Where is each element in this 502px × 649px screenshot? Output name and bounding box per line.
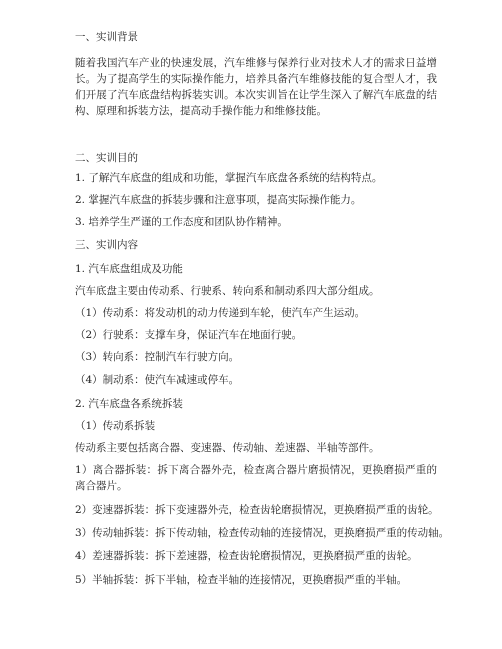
- section-heading-background: 一、实训背景: [75, 31, 138, 43]
- chassis-item: （1）传动系：将发动机的动力传递到车轮，使汽车产生运动。: [75, 307, 366, 319]
- step-item: 4）差速器拆装：拆下差速器，检查齿轮磨损情况，更换磨损严重的齿轮。: [75, 550, 418, 562]
- objective-item: 2. 掌握汽车底盘的拆装步骤和注意事项，提高实际操作能力。: [75, 194, 362, 206]
- paragraph-chassis-intro: 汽车底盘主要由传动系、行驶系、转向系和制动系四大部分组成。: [75, 285, 380, 297]
- paragraph-drivetrain-intro: 传动系主要包括离合器、变速器、传动轴、差速器、半轴等部件。: [75, 442, 380, 454]
- subsection-title: 1. 汽车底盘组成及功能: [75, 263, 183, 275]
- section-heading-objectives: 二、实训目的: [75, 152, 138, 164]
- section-heading-content: 三、实训内容: [75, 239, 138, 251]
- step-item: 1）离合器拆装：拆下离合器外壳，检查离合器片磨损情况，更换磨损严重的离合器片。: [75, 464, 437, 492]
- paragraph-background: 随着我国汽车产业的快速发展，汽车维修与保养行业对技术人才的需求日益增长。为了提高学生的实际操作能力，培养具备汽车维修技能的复合型人才，我们开展了汽车底盘结构拆装实训。本次实训旨在让学生深入了解汽车底盘的结构、原理和拆装方法，提高动手操作能力和维修技能。: [75, 57, 437, 117]
- subsection-part-title: （1）传动系拆装: [75, 420, 156, 432]
- objective-item: 1. 了解汽车底盘的组成和功能，掌握汽车底盘各系统的结构特点。: [75, 172, 383, 184]
- chassis-item: （3）转向系：控制汽车行驶方向。: [75, 351, 240, 363]
- step-item: 2）变速器拆装：拆下变速器外壳，检查齿轮磨损情况，更换磨损严重的齿轮。: [75, 504, 439, 516]
- objective-item: 3. 培养学生严谨的工作态度和团队协作精神。: [75, 216, 288, 228]
- chassis-item: （4）制动系：使汽车减速或停车。: [75, 374, 240, 386]
- chassis-item: （2）行驶系：支撑车身，保证汽车在地面行驶。: [75, 329, 303, 341]
- step-item: 5）半轴拆装：拆下半轴，检查半轴的连接情况，更换磨损严重的半轴。: [75, 574, 408, 586]
- subsection-title: 2. 汽车底盘各系统拆装: [75, 398, 183, 410]
- step-item: 3）传动轴拆装：拆下传动轴，检查传动轴的连接情况，更换磨损严重的传动轴。: [75, 527, 450, 539]
